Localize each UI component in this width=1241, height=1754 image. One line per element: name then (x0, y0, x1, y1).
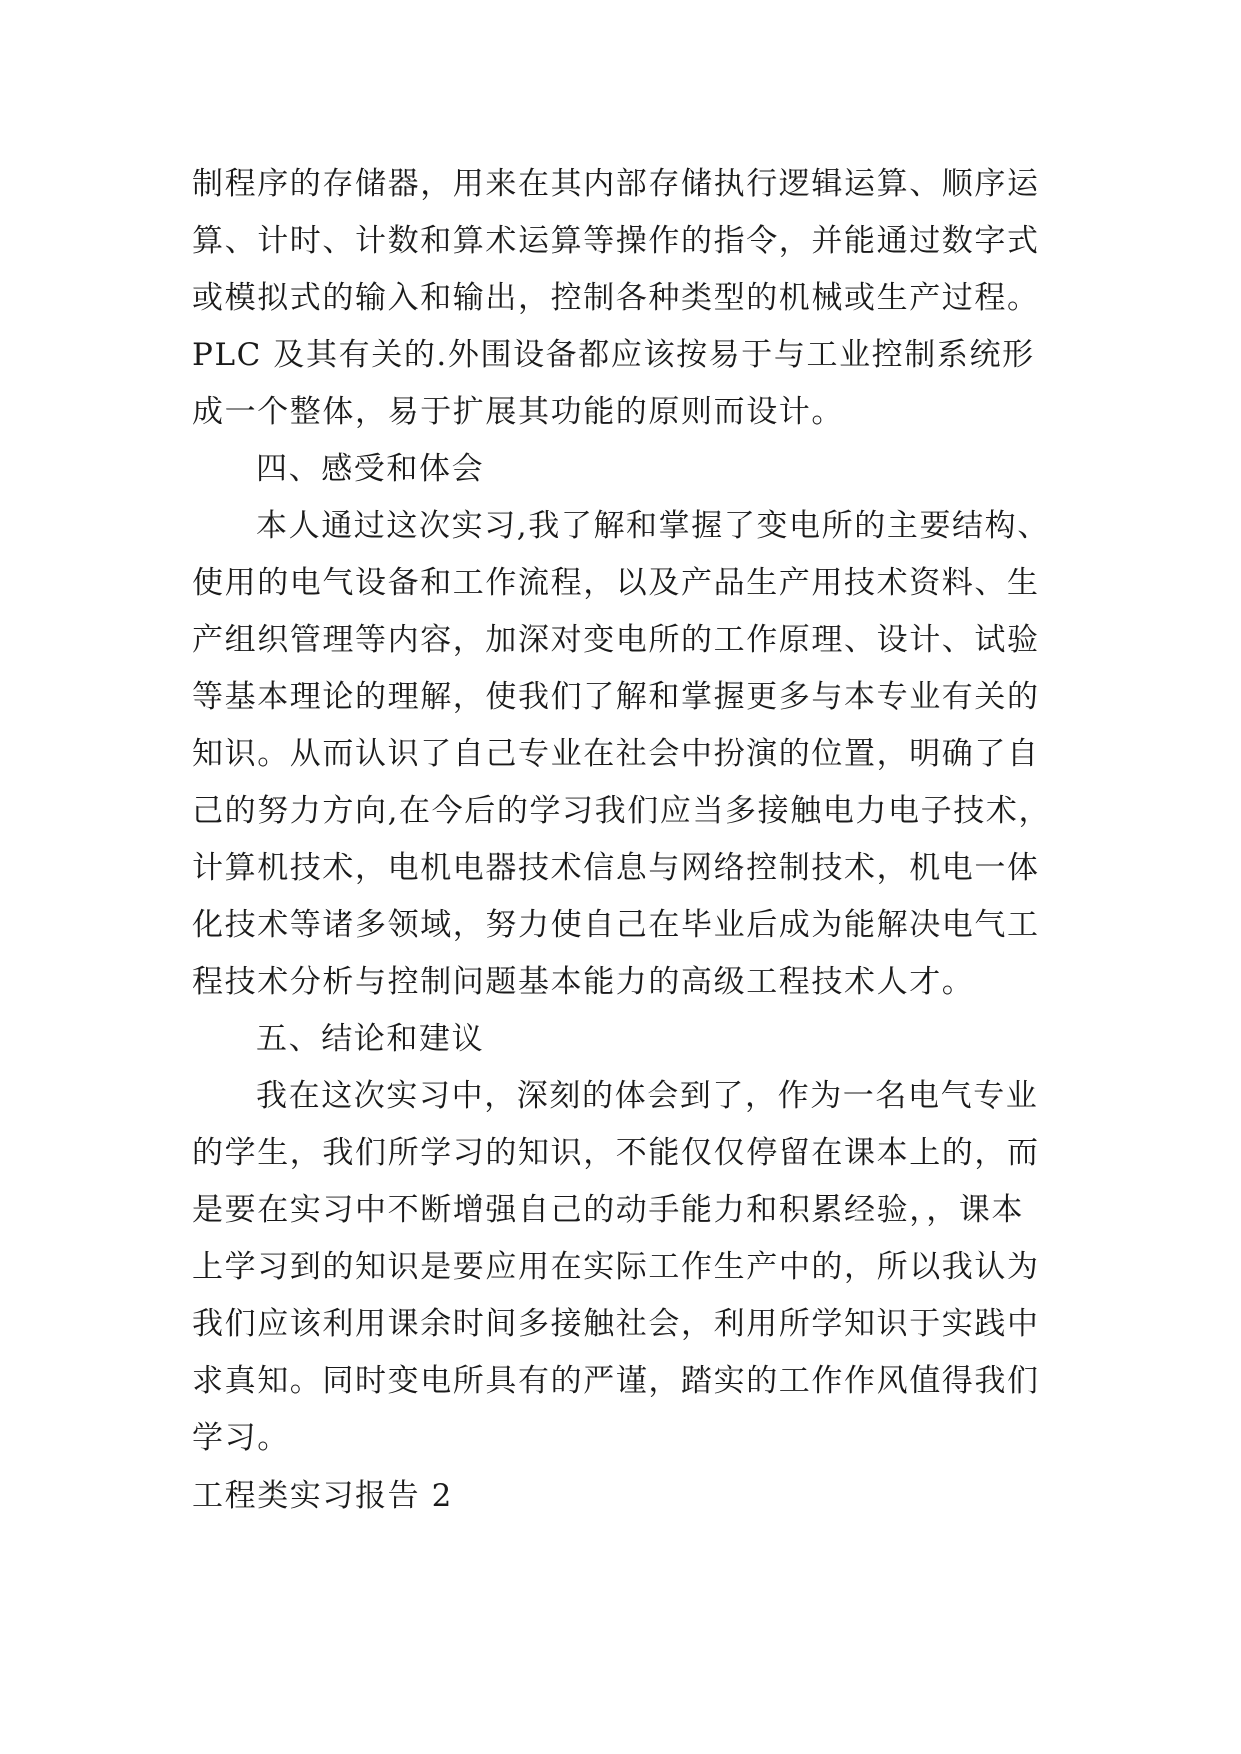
paragraph-line: 产组织管理等内容，加深对变电所的工作原理、设计、试验 (192, 622, 1040, 658)
paragraph-line: 是要在实习中不断增强自己的动手能力和积累经验，，课本 (192, 1192, 1025, 1228)
paragraph-line: 计算机技术，电机电器技术信息与网络控制技术，机电一体 (192, 850, 1040, 886)
paragraph-line: 使用的电气设备和工作流程，以及产品生产用技术资料、生 (192, 565, 1040, 601)
paragraph-line: 学习。 (192, 1420, 290, 1456)
paragraph-line: 算、计时、计数和算术运算等操作的指令，并能通过数字式 (192, 223, 1040, 259)
paragraph-line: 知识。从而认识了自己专业在社会中扮演的位置，明确了自 (192, 736, 1040, 772)
paragraph-line: 我们应该利用课余时间多接触社会，利用所学知识于实践中 (192, 1306, 1040, 1342)
paragraph-line: 上学习到的知识是要应用在实际工作生产中的，所以我认为 (192, 1249, 1040, 1285)
paragraph-line: 本人通过这次实习,我了解和掌握了变电所的主要结构、 (256, 508, 1050, 544)
paragraph-line: 己的努力方向,在今后的学习我们应当多接触电力电子技术， (192, 793, 1052, 829)
paragraph-line: 等基本理论的理解，使我们了解和掌握更多与本专业有关的 (192, 679, 1040, 715)
paragraph-line: 或模拟式的输入和输出，控制各种类型的机械或生产过程。 (192, 280, 1040, 316)
section-heading: 五、结论和建议 (256, 1021, 485, 1057)
paragraph-line: 制程序的存储器，用来在其内部存储执行逻辑运算、顺序运 (192, 166, 1040, 202)
paragraph-line: 求真知。同时变电所具有的严谨，踏实的工作作风值得我们 (192, 1363, 1040, 1399)
paragraph-line: 成一个整体，易于扩展其功能的原则而设计。 (192, 394, 844, 430)
paragraph-line: PLC 及其有关的.外围设备都应该按易于与工业控制系统形 (192, 337, 1035, 373)
report-title: 工程类实习报告 2 (192, 1478, 453, 1514)
paragraph-line: 化技术等诸多领域，努力使自己在毕业后成为能解决电气工 (192, 907, 1040, 943)
paragraph-line: 我在这次实习中，深刻的体会到了，作为一名电气专业 (256, 1078, 1039, 1114)
paragraph-line: 的学生，我们所学习的知识，不能仅仅停留在课本上的，而 (192, 1135, 1040, 1171)
section-heading: 四、感受和体会 (256, 451, 485, 487)
paragraph-line: 程技术分析与控制问题基本能力的高级工程技术人才。 (192, 964, 975, 1000)
